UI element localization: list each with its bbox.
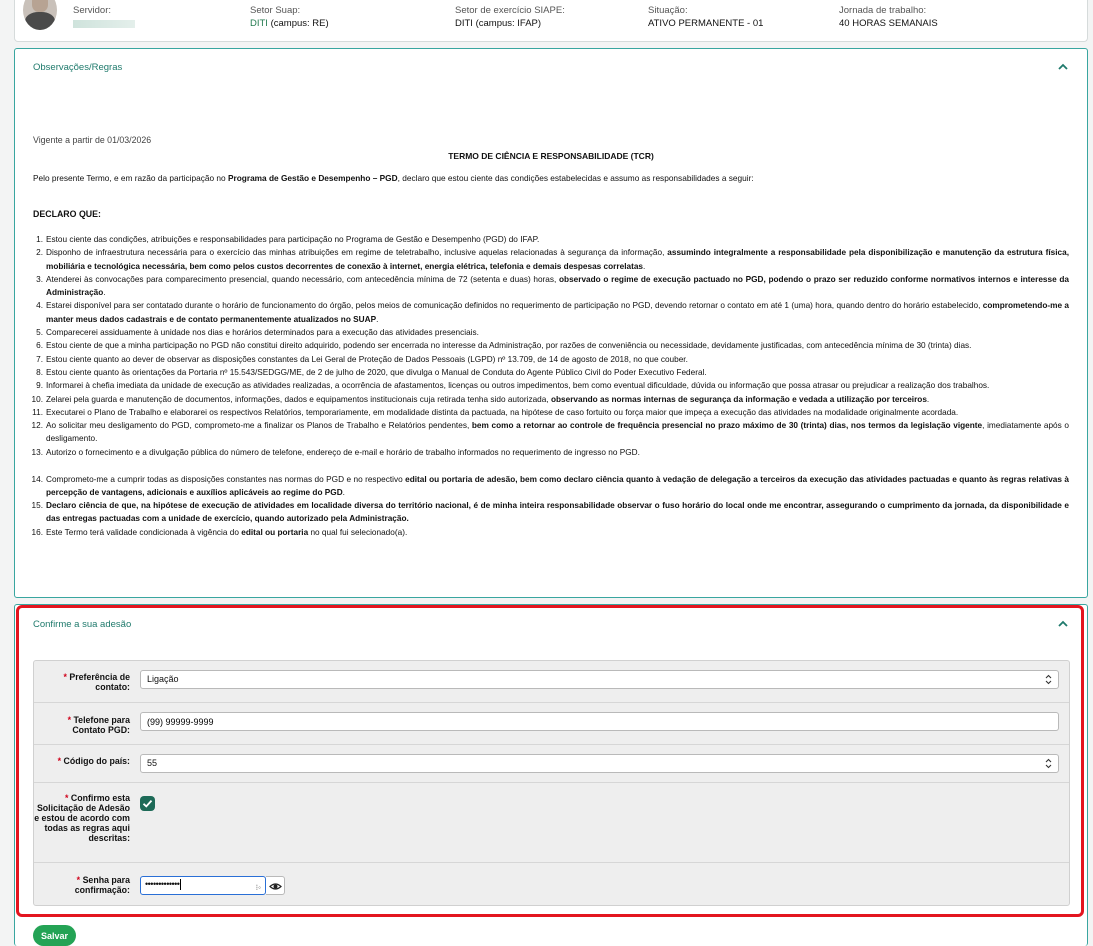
observacoes-header[interactable] bbox=[15, 49, 1087, 87]
servidor-info bbox=[73, 4, 135, 32]
save-button[interactable]: Salvar bbox=[33, 925, 76, 946]
document-title: TERMO DE CIÊNCIA E RESPONSABILIDADE (TCR) bbox=[448, 151, 654, 161]
text-caret bbox=[180, 879, 181, 890]
setor-suap-campus: (campus: RE) bbox=[270, 18, 329, 29]
avatar bbox=[23, 0, 57, 30]
rule-item: 7. Estou ciente quanto ao dever de observar as disposições constantes da Lei Geral de Proteção de Dados Pessoais (LGPD) nº 13.709, de 14 de agosto de 2018, no que couber. bbox=[36, 354, 688, 364]
confirmo-label: * Confirmo esta Solicitação de Adesão e estou de acordo com todas as regras aqui descritas: bbox=[34, 793, 130, 843]
preferencia-label: * Preferência de contato: bbox=[63, 672, 130, 692]
rule-item: 1. Estou ciente das condições, atribuições e responsabilidades para participação no Programa de Gestão e Desempenho (PGD) do IFAP. bbox=[36, 235, 540, 244]
rule-item: 5. Comparecerei assiduamente à unidade nos dias e horários determinados para a execução das atividades presenciais. bbox=[36, 328, 479, 338]
confirmo-row bbox=[34, 783, 1069, 863]
setor-siape-label: Setor de exercício SIAPE: bbox=[455, 5, 565, 16]
setor-siape-info bbox=[455, 4, 565, 30]
adesao-form bbox=[33, 660, 1070, 906]
telefone-row bbox=[34, 703, 1069, 745]
preferencia-select[interactable]: Ligação bbox=[140, 670, 1059, 689]
situacao-info bbox=[648, 4, 763, 30]
rule-item: 12. Ao solicitar meu desligamento do PGD, comprometo-me a finalizar os Planos de Trabalho e Relatórios pendentes, bem como a retornar ao controle de frequência presencial no prazo máximo de 30 (trinta) dias, nos termos da legislação vigente, imediatamente após o desligamento. bbox=[31, 421, 1069, 444]
rule-item: 11. Executarei o Plano de Trabalho e elaborarei os respectivos Relatórios, temporariamente, em modalidade distinta da pactuada, na hipótese de caso fortuito ou força maior que impeça a execução das atividades na modalidade originalmente acordada. bbox=[32, 407, 959, 417]
adesao-title: Confirme a sua adesão bbox=[33, 619, 132, 630]
codigo-pais-label: * Código do país: bbox=[57, 756, 130, 766]
rule-item: 9. Informarei à chefia imediata da unidade de execução as atividades realizadas, a ocorrência de afastamentos, licenças ou outros impedimentos, bem como eventual dificuldade, dúvida ou informação que possa atrasar ou prejudicar a realização dos trabalhos. bbox=[36, 381, 990, 391]
setor-suap-label: Setor Suap: bbox=[250, 5, 301, 16]
rule-item: 8. Estou ciente quanto às orientações da Portaria nº 15.543/SEDGG/ME, de 2 de julho de 2020, que divulga o Manual de Conduta do Agente Público Civil do Poder Executivo Federal. bbox=[36, 367, 707, 377]
vigente-text: Vigente a partir de 01/03/2026 bbox=[33, 135, 152, 145]
rule-item: 10. Zelarei pela guarda e manutenção de documentos, informações, dados e equipamentos institucionais cuja retirada tenha sido autorizada, observando as normas internas de segurança da informação e vedada a utilização por terceiros. bbox=[31, 394, 930, 404]
telefone-input[interactable] bbox=[140, 712, 1059, 731]
codigo-pais-select[interactable]: 55 bbox=[140, 754, 1059, 773]
servidor-label: Servidor: bbox=[73, 5, 112, 16]
senha-row bbox=[34, 863, 1069, 907]
show-password-button[interactable] bbox=[266, 876, 285, 895]
select-arrows-icon bbox=[1045, 758, 1052, 769]
rules-list bbox=[33, 233, 1069, 539]
rule-item: 13. Autorizo o fornecimento e a divulgação pública do número de telefone, endereço de e-mail e horário de trabalho informados no requerimento de ingresso no PGD. bbox=[31, 447, 640, 457]
adesao-header[interactable] bbox=[15, 605, 1087, 643]
situacao-label: Situação: bbox=[648, 5, 688, 16]
rule-item: 14. Comprometo-me a cumprir todas as disposições constantes nas normas do PGD e no respectivo edital ou portaria de adesão, bem como declaro ciência quanto à vedação de delegação a terceiros da execução das atividades pactuadas e quanto às regras relativas à percepção de vantagens, adicionais e auxílios aplicáveis ao regime do PGD. bbox=[31, 474, 1069, 497]
rule-item: 4. Estarei disponível para ser contatado durante o horário de funcionamento do órgão, pelos meios de comunicação definidos no requerimento de participação no PGD, devendo retornar o contato em até 1 (uma) hora, quando dentro do horário estabelecido, comprometendo-me a manter meus dados cadastrais e de contato permanentemente atualizados no SUAP. bbox=[36, 301, 1069, 324]
chevron-up-icon[interactable] bbox=[1057, 61, 1069, 73]
intro-text: Pelo presente Termo, e em razão da participação no Programa de Gestão e Desempenho – PGD, declaro que estou ciente das condições estabelecidas e assumo as responsabilidades a seguir: bbox=[33, 173, 754, 183]
rule-item: 3. Atenderei às convocações para comparecimento presencial, quando necessário, com antecedência mínima de 72 (setenta e duas) horas, observado o regime de execução pactuado no PGD, podendo o prazo ser reduzido conforme normativos internos e interesse da Administração. bbox=[36, 274, 1069, 298]
confirmo-checkbox[interactable] bbox=[140, 796, 155, 811]
setor-suap-link[interactable]: DITI bbox=[250, 18, 268, 29]
observacoes-panel bbox=[14, 48, 1088, 598]
setor-siape-value: DITI (campus: IFAP) bbox=[455, 18, 542, 29]
chevron-up-icon[interactable] bbox=[1057, 618, 1069, 630]
jornada-value: 40 HORAS SEMANAIS bbox=[839, 18, 938, 29]
rule-item: 2. Disponho de infraestrutura necessária para o exercício das minhas atribuições em regime de teletrabalho, inclusive aquelas relacionadas à segurança da informação, assumindo integralmente a responsabilidade pela disponibilização e manutenção da estrutura física, mobiliária e tecnológica necessária, bem como pelos custos decorrentes de conexão à internet, energia elétrica, telefonia e demais despesas correlatas. bbox=[36, 248, 1069, 271]
senha-label: * Senha para confirmação: bbox=[74, 875, 130, 895]
eye-icon bbox=[266, 877, 285, 896]
observacoes-title: Observações/Regras bbox=[33, 62, 123, 73]
servidor-summary-bar bbox=[14, 0, 1088, 42]
checkmark-icon bbox=[140, 796, 155, 811]
select-arrows-icon bbox=[1045, 674, 1052, 685]
rule-item: 6. Estou ciente de que a minha participação no PGD não constitui direito adquirido, podendo ser encerrada no interesse da Administração, por razões de conveniência ou necessidade, devidamente justificadas, com antecedência mínima de 30 (trinta) dias. bbox=[36, 341, 972, 351]
rule-item: 16. Este Termo terá validade condicionada à vigência do edital ou portaria no qual fui selecionado(a). bbox=[31, 527, 408, 537]
situacao-value: ATIVO PERMANENTE - 01 bbox=[648, 18, 764, 29]
rule-item: 15. Declaro ciência de que, na hipótese de execução de atividades em localidade diversa do território nacional, é de minha inteira responsabilidade observar o fuso horário do local onde me encontrar, assegurando o cumprimento da jornada, da disponibilidade e das entregas pactuadas com a unidade de exercício, quando autorizado pela Administração. bbox=[31, 501, 1069, 524]
redacted-name bbox=[73, 20, 135, 28]
declaro-heading: DECLARO QUE: bbox=[33, 209, 101, 219]
setor-suap-info bbox=[250, 4, 329, 30]
telefone-label: * Telefone para Contato PGD: bbox=[67, 715, 130, 735]
password-manager-icon[interactable]: ⁝◦ bbox=[255, 883, 261, 892]
preferencia-row bbox=[34, 661, 1069, 703]
codigo-pais-row bbox=[34, 745, 1069, 783]
jornada-info bbox=[839, 4, 938, 30]
senha-input[interactable]: ••••••••••••• ⁝◦ bbox=[140, 876, 266, 895]
jornada-label: Jornada de trabalho: bbox=[839, 5, 927, 16]
